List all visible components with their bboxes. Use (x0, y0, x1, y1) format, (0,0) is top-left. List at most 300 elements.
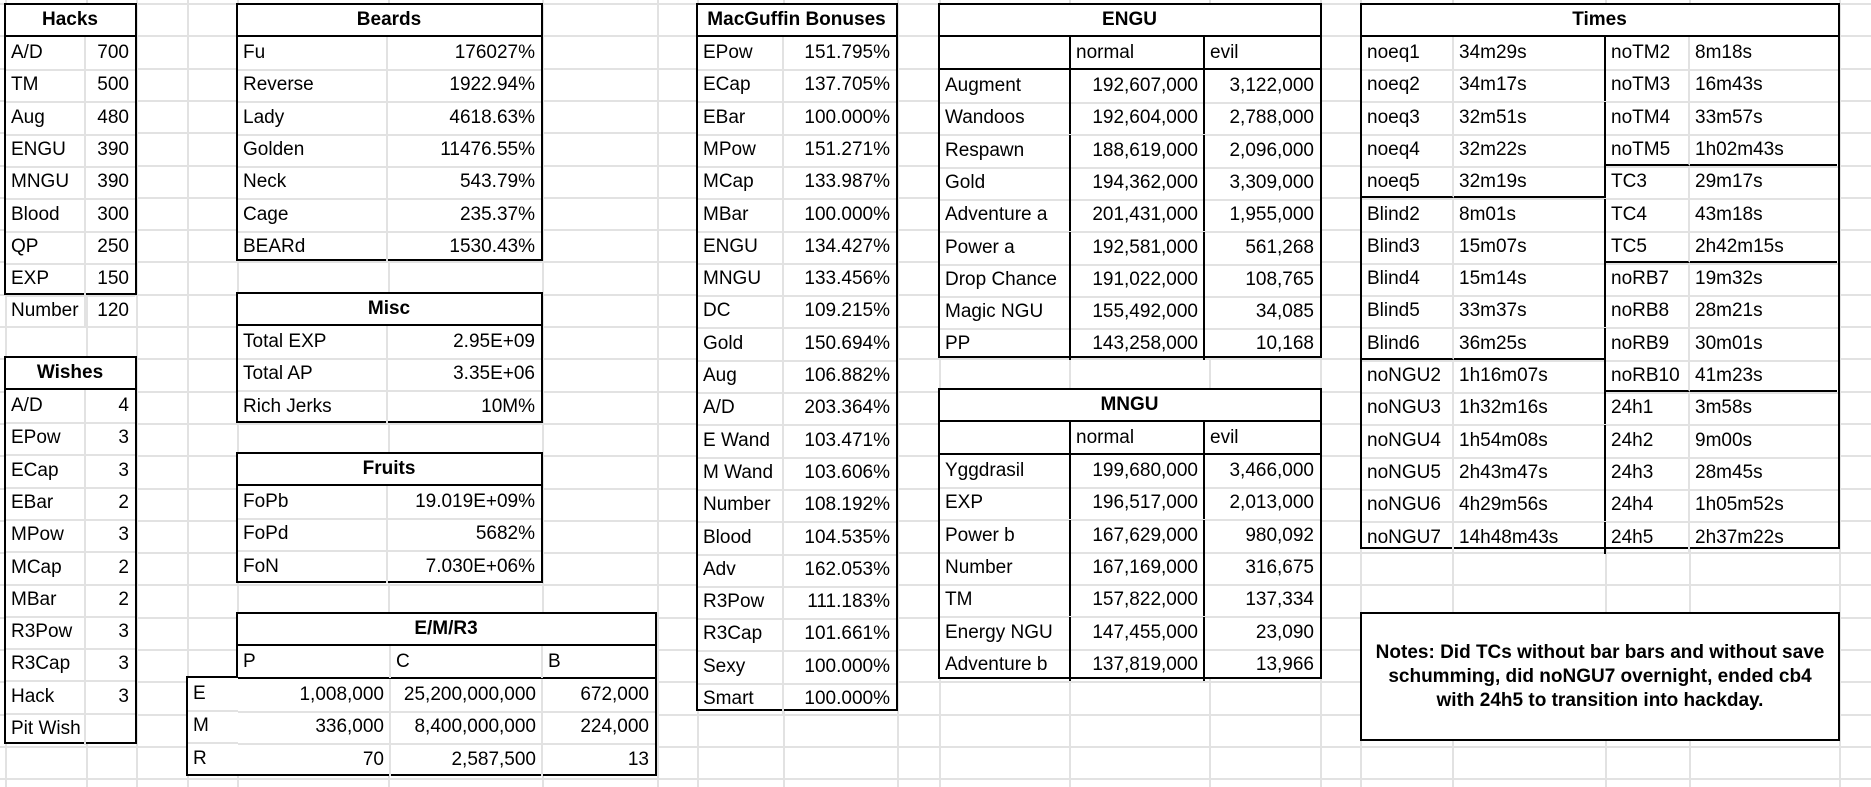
times-left-label: noNGU7 (1362, 522, 1454, 554)
times-right-label: noRB9 (1606, 328, 1690, 360)
mngu-row (940, 487, 1320, 521)
macguffin-row (698, 134, 896, 168)
emr3-value-b: 224,000 (580, 716, 649, 738)
macguffin-value: 133.456% (804, 268, 890, 290)
mngu-normal-value: 157,822,000 (1071, 584, 1205, 616)
times-table (1360, 3, 1840, 549)
macguffin-label: MNGU (698, 263, 784, 295)
engu-evil-value: 3,309,000 (1229, 171, 1314, 193)
engu-row (940, 264, 1320, 298)
times-left-label: noeq2 (1362, 69, 1454, 101)
engu-row (940, 102, 1320, 136)
engu-normal-value: 188,619,000 (1071, 135, 1205, 167)
mngu-row (940, 649, 1320, 681)
emr3-value-b: 672,000 (580, 684, 649, 705)
hacks-label: A/D (6, 37, 86, 69)
macguffin-value: 104.535% (804, 526, 890, 548)
emr3-label-row (188, 743, 238, 775)
wishes-value: 3 (118, 524, 129, 546)
macguffin-row (698, 683, 896, 715)
mngu-normal-value: 167,169,000 (1071, 552, 1205, 584)
mngu-row (940, 552, 1320, 586)
misc-row (238, 326, 541, 360)
mngu-row (940, 584, 1320, 618)
macguffin-value: 203.364% (804, 397, 890, 419)
times-left-label: Blind5 (1362, 295, 1454, 327)
macguffin-row (698, 554, 896, 588)
macguffin-value: 133.987% (804, 171, 890, 193)
emr3-value-b: 13 (627, 748, 649, 770)
macguffin-header (698, 5, 896, 37)
times-right-value: 1h05m52s (1695, 494, 1784, 516)
times-row (1362, 166, 1838, 200)
engu-label: Adventure a (940, 199, 1071, 231)
misc-label: Total AP (238, 358, 388, 390)
times-left-value: 32m51s (1454, 102, 1606, 134)
times-right-label: 24h3 (1606, 457, 1690, 489)
misc-row (238, 358, 541, 392)
misc-label: Total EXP (238, 326, 388, 358)
engu-label: Power a (940, 232, 1071, 264)
times-right-value: 2h42m15s (1690, 231, 1837, 263)
hacks-row (6, 37, 135, 71)
wishes-row (6, 584, 135, 618)
wishes-value: 3 (118, 685, 129, 707)
gridline-vertical (657, 0, 659, 787)
macguffin-row (698, 489, 896, 523)
mngu-evil-value: 13,966 (1255, 653, 1314, 675)
wishes-value: 2 (118, 588, 129, 610)
macguffin-row (698, 360, 896, 394)
hacks-value: 390 (97, 171, 129, 193)
beards-row (238, 231, 541, 263)
times-row (1362, 69, 1838, 103)
macguffin-label: E Wand (698, 425, 784, 457)
macguffin-label: Gold (698, 328, 784, 360)
hacks-value: 150 (97, 268, 129, 290)
times-title: Times (1572, 9, 1627, 30)
times-row (1362, 231, 1838, 265)
wishes-label: R3Cap (6, 648, 86, 680)
hacks-header (6, 5, 135, 37)
engu-label: Magic NGU (940, 296, 1071, 328)
times-left-label: noNGU5 (1362, 457, 1454, 489)
mngu-label: Number (940, 552, 1071, 584)
mngu-evil-value: 137,334 (1245, 589, 1314, 611)
beards-value: 235.37% (459, 203, 535, 225)
engu-evil-value: 3,122,000 (1229, 75, 1314, 96)
engu-label: Respawn (940, 135, 1071, 167)
hacks-value: 120 (97, 300, 129, 322)
beards-label: BEARd (238, 231, 388, 263)
macguffin-row (698, 618, 896, 652)
beards-title: Beards (356, 9, 422, 30)
mngu-evil-value: 3,466,000 (1229, 460, 1314, 481)
mngu-label: Yggdrasil (940, 455, 1071, 487)
times-left-value: 34m17s (1454, 69, 1606, 101)
times-left-value: 15m07s (1454, 231, 1606, 263)
emr3-value-c: 25,200,000,000 (391, 679, 543, 711)
misc-value: 2.95E+09 (453, 331, 535, 352)
engu-column-headers (940, 37, 1320, 70)
hacks-row (6, 166, 135, 200)
misc-title: Misc (367, 298, 411, 319)
mngu-label: Power b (940, 520, 1071, 552)
macguffin-value: 100.000% (804, 106, 890, 128)
misc-header (238, 294, 541, 326)
engu-evil-value: 2,096,000 (1229, 139, 1314, 161)
wishes-value: 3 (118, 459, 129, 481)
wishes-label: Pit Wish (6, 713, 86, 745)
hacks-value: 250 (97, 235, 129, 257)
fruits-value: 5682% (475, 523, 535, 545)
emr3-col-b: B (548, 651, 561, 672)
hacks-row (6, 263, 135, 297)
wishes-value: 2 (118, 556, 129, 578)
times-row (1362, 199, 1838, 233)
emr3-value-p: 1,008,000 (238, 679, 391, 711)
macguffin-value: 134.427% (804, 235, 890, 257)
engu-normal-value: 155,492,000 (1071, 296, 1205, 328)
macguffin-value: 103.471% (804, 429, 890, 451)
hacks-label: Number (6, 295, 86, 327)
times-right-label: TC3 (1606, 166, 1690, 198)
wishes-title: Wishes (36, 362, 104, 383)
macguffin-value: 109.215% (804, 300, 890, 322)
macguffin-row (698, 586, 896, 620)
times-right-value: 29m17s (1695, 171, 1763, 193)
fruits-value: 19.019E+09% (415, 491, 535, 512)
misc-label: Rich Jerks (238, 391, 388, 423)
engu-normal-value: 194,362,000 (1071, 167, 1205, 199)
mngu-label: TM (940, 584, 1071, 616)
macguffin-value: 150.694% (804, 332, 890, 354)
beards-row (238, 199, 541, 233)
times-right-label: TC5 (1606, 231, 1690, 263)
macguffin-row (698, 69, 896, 103)
engu-row (940, 135, 1320, 169)
engu-evil-value: 108,765 (1245, 268, 1314, 290)
emr3-row-label: M (193, 715, 209, 737)
wishes-row (6, 616, 135, 650)
macguffin-label: R3Pow (698, 586, 784, 618)
hacks-row (6, 69, 135, 103)
macguffin-row (698, 263, 896, 297)
mngu-normal-value: 196,517,000 (1071, 487, 1205, 519)
emr3-row-labels (186, 676, 238, 776)
mngu-row (940, 520, 1320, 554)
macguffin-label: MBar (698, 199, 784, 231)
times-left-value: 14h48m43s (1454, 522, 1606, 554)
beards-value: 11476.55% (440, 138, 535, 160)
hacks-value: 500 (97, 74, 129, 96)
beards-label: Golden (238, 134, 388, 166)
wishes-value: 3 (118, 427, 129, 449)
gridline-horizontal (0, 778, 1871, 780)
times-right-value: 3m58s (1695, 397, 1753, 419)
misc-value: 3.35E+06 (453, 363, 535, 385)
misc-value: 10M% (481, 395, 535, 417)
emr3-col-p: P (238, 646, 391, 678)
times-right-value: 28m21s (1695, 300, 1763, 322)
hacks-row (6, 102, 135, 136)
times-header (1362, 5, 1838, 37)
mngu-header (940, 390, 1320, 422)
times-right-label: 24h5 (1606, 522, 1690, 554)
times-row (1362, 295, 1838, 329)
engu-title: ENGU (1102, 9, 1157, 30)
emr3-row (238, 711, 655, 745)
times-right-label: 24h4 (1606, 489, 1690, 521)
hacks-row (6, 199, 135, 233)
wishes-value: 2 (118, 491, 129, 513)
engu-label: Augment (940, 70, 1071, 102)
fruits-label: FoPd (238, 518, 388, 550)
mngu-label: Energy NGU (940, 617, 1071, 649)
beards-label: Reverse (238, 69, 388, 101)
mngu-column-headers (940, 422, 1320, 455)
beards-value: 1530.43% (449, 235, 535, 257)
macguffin-row (698, 651, 896, 685)
macguffin-label: EPow (698, 37, 784, 69)
hacks-row (6, 231, 135, 265)
times-row (1362, 425, 1838, 459)
fruits-label: FoN (238, 551, 388, 583)
fruits-row (238, 518, 541, 552)
macguffin-value: 137.705% (804, 74, 890, 96)
macguffin-row (698, 457, 896, 491)
times-row (1362, 102, 1838, 136)
times-right-value: 43m18s (1695, 203, 1763, 225)
wishes-label: MPow (6, 519, 86, 551)
wishes-row (6, 648, 135, 682)
fruits-header (238, 454, 541, 486)
engu-label: Wandoos (940, 102, 1071, 134)
macguffin-value: 101.661% (804, 623, 890, 645)
mngu-normal-value: 147,455,000 (1071, 617, 1205, 649)
macguffin-row (698, 102, 896, 136)
times-row (1362, 37, 1838, 71)
wishes-value: 3 (118, 653, 129, 675)
engu-row (940, 199, 1320, 233)
times-left-label: noeq3 (1362, 102, 1454, 134)
macguffin-value: 151.795% (804, 42, 890, 63)
times-row (1362, 328, 1838, 362)
engu-normal-value: 143,258,000 (1071, 328, 1205, 360)
engu-evil-value: 561,268 (1245, 236, 1314, 258)
times-right-value: 33m57s (1695, 106, 1763, 128)
emr3-column-headers (238, 646, 655, 679)
beards-value: 4618.63% (449, 106, 535, 128)
hacks-table (4, 3, 137, 322)
emr3-table (236, 612, 657, 776)
emr3-row-label: E (193, 683, 206, 704)
times-right-label: 24h2 (1606, 425, 1690, 457)
macguffin-value: 103.606% (804, 461, 890, 483)
mngu-evil-value: 980,092 (1245, 524, 1314, 546)
wishes-label: MBar (6, 584, 86, 616)
times-left-label: noNGU6 (1362, 489, 1454, 521)
engu-col-normal: normal (1071, 37, 1205, 68)
times-right-label: TC4 (1606, 199, 1690, 231)
times-left-value: 33m37s (1454, 295, 1606, 327)
beards-value: 176027% (454, 42, 535, 63)
engu-normal-value: 192,607,000 (1071, 70, 1205, 102)
macguffin-label: MCap (698, 166, 784, 198)
macguffin-label: Number (698, 489, 784, 521)
emr3-value-c: 8,400,000,000 (391, 711, 543, 743)
times-right-value: 30m01s (1695, 332, 1763, 354)
times-right-label: noTM3 (1606, 69, 1690, 101)
engu-label: Drop Chance (940, 264, 1071, 296)
macguffin-row (698, 522, 896, 556)
engu-col-evil: evil (1210, 42, 1239, 63)
macguffin-label: Adv (698, 554, 784, 586)
times-left-label: noNGU4 (1362, 425, 1454, 457)
gridline-vertical (187, 0, 189, 787)
wishes-header (6, 358, 135, 390)
beards-table (236, 3, 543, 261)
times-left-label: Blind4 (1362, 263, 1454, 295)
beards-row (238, 37, 541, 71)
mngu-col-empty (940, 422, 1071, 453)
engu-evil-value: 34,085 (1255, 301, 1314, 323)
mngu-label: EXP (940, 487, 1071, 519)
emr3-value-p: 70 (238, 744, 391, 776)
macguffin-row (698, 392, 896, 426)
engu-row (940, 167, 1320, 201)
engu-header (940, 5, 1320, 37)
macguffin-label: Sexy (698, 651, 784, 683)
times-left-value: 2h43m47s (1454, 457, 1606, 489)
fruits-row (238, 486, 541, 520)
notes-text: Notes: Did TCs without bar bars and without save schumming, did noNGU7 overnight, ended cb4 with 24h5 to transition into hackday. (1375, 641, 1825, 711)
wishes-value: 4 (118, 395, 129, 416)
times-left-label: noeq5 (1362, 166, 1454, 198)
times-left-value: 32m22s (1454, 134, 1606, 166)
mngu-normal-value: 167,629,000 (1071, 520, 1205, 552)
macguffin-value: 100.000% (804, 655, 890, 677)
wishes-row (6, 519, 135, 553)
engu-row (940, 70, 1320, 104)
hacks-value: 480 (97, 106, 129, 128)
times-right-value: 2h37m22s (1695, 526, 1784, 548)
beards-label: Neck (238, 166, 388, 198)
engu-normal-value: 192,581,000 (1071, 232, 1205, 264)
hacks-row (6, 134, 135, 168)
macguffin-title: MacGuffin Bonuses (707, 9, 886, 30)
hacks-value: 300 (97, 203, 129, 225)
engu-evil-value: 1,955,000 (1229, 204, 1314, 226)
macguffin-value: 106.882% (804, 365, 890, 386)
times-right-label: noRB10 (1606, 360, 1690, 392)
times-left-value: 1h54m08s (1454, 425, 1606, 457)
mngu-title: MNGU (1100, 394, 1159, 415)
hacks-value: 390 (97, 138, 129, 160)
beards-label: Fu (238, 37, 388, 69)
wishes-row (6, 455, 135, 489)
emr3-row-label: R (193, 747, 207, 769)
times-row (1362, 263, 1838, 297)
macguffin-value: 151.271% (804, 138, 890, 160)
hacks-label: Blood (6, 199, 86, 231)
wishes-label: ECap (6, 455, 86, 487)
times-row (1362, 457, 1838, 491)
wishes-row (6, 681, 135, 715)
times-right-label: noTM2 (1606, 37, 1690, 69)
hacks-value: 700 (97, 42, 129, 63)
emr3-value-c: 2,587,500 (391, 744, 543, 776)
wishes-label: EPow (6, 422, 86, 454)
emr3-header (238, 614, 655, 646)
times-left-value: 8m01s (1454, 199, 1606, 231)
mngu-normal-value: 199,680,000 (1071, 455, 1205, 487)
times-left-value: 1h16m07s (1454, 360, 1606, 392)
hacks-label: QP (6, 231, 86, 263)
times-left-label: Blind3 (1362, 231, 1454, 263)
wishes-row (6, 487, 135, 521)
macguffin-table (696, 3, 898, 711)
times-right-label: noTM5 (1606, 134, 1690, 166)
beards-row (238, 69, 541, 103)
macguffin-label: DC (698, 295, 784, 327)
macguffin-value: 111.183% (807, 591, 890, 613)
times-left-label: noNGU3 (1362, 392, 1454, 424)
mngu-col-evil: evil (1210, 427, 1239, 448)
macguffin-label: EBar (698, 102, 784, 134)
times-left-value: 15m14s (1454, 263, 1606, 295)
wishes-label: R3Pow (6, 616, 86, 648)
emr3-col-c: C (391, 646, 543, 678)
emr3-title: E/M/R3 (414, 618, 478, 639)
beards-row (238, 134, 541, 168)
fruits-table (236, 452, 543, 583)
engu-evil-value: 2,788,000 (1229, 107, 1314, 129)
times-left-value: 1h32m16s (1454, 392, 1606, 424)
macguffin-row (698, 231, 896, 265)
macguffin-label: Blood (698, 522, 784, 554)
fruits-value: 7.030E+06% (425, 555, 535, 577)
times-left-label: noeq4 (1362, 134, 1454, 166)
beards-value: 543.79% (459, 171, 535, 193)
wishes-label: Hack (6, 681, 86, 713)
macguffin-label: ECap (698, 69, 784, 101)
engu-normal-value: 192,604,000 (1071, 102, 1205, 134)
misc-table (236, 292, 543, 423)
wishes-row (6, 713, 135, 745)
times-left-value: 4h29m56s (1454, 489, 1606, 521)
fruits-row (238, 551, 541, 583)
hacks-row (6, 295, 135, 327)
emr3-label-row (188, 710, 238, 744)
times-right-value: 16m43s (1695, 74, 1763, 96)
times-right-value: 41m23s (1690, 360, 1837, 392)
wishes-row (6, 552, 135, 586)
times-right-label: noRB8 (1606, 295, 1690, 327)
macguffin-row (698, 425, 896, 459)
fruits-title: Fruits (362, 458, 416, 479)
macguffin-label: A/D (698, 392, 784, 424)
times-right-value: 28m45s (1695, 461, 1763, 483)
macguffin-row (698, 199, 896, 233)
wishes-label: MCap (6, 552, 86, 584)
times-right-label: noTM4 (1606, 102, 1690, 134)
beards-row (238, 102, 541, 136)
engu-evil-value: 10,168 (1255, 333, 1314, 355)
engu-normal-value: 201,431,000 (1071, 199, 1205, 231)
macguffin-row (698, 328, 896, 362)
mngu-row (940, 455, 1320, 489)
